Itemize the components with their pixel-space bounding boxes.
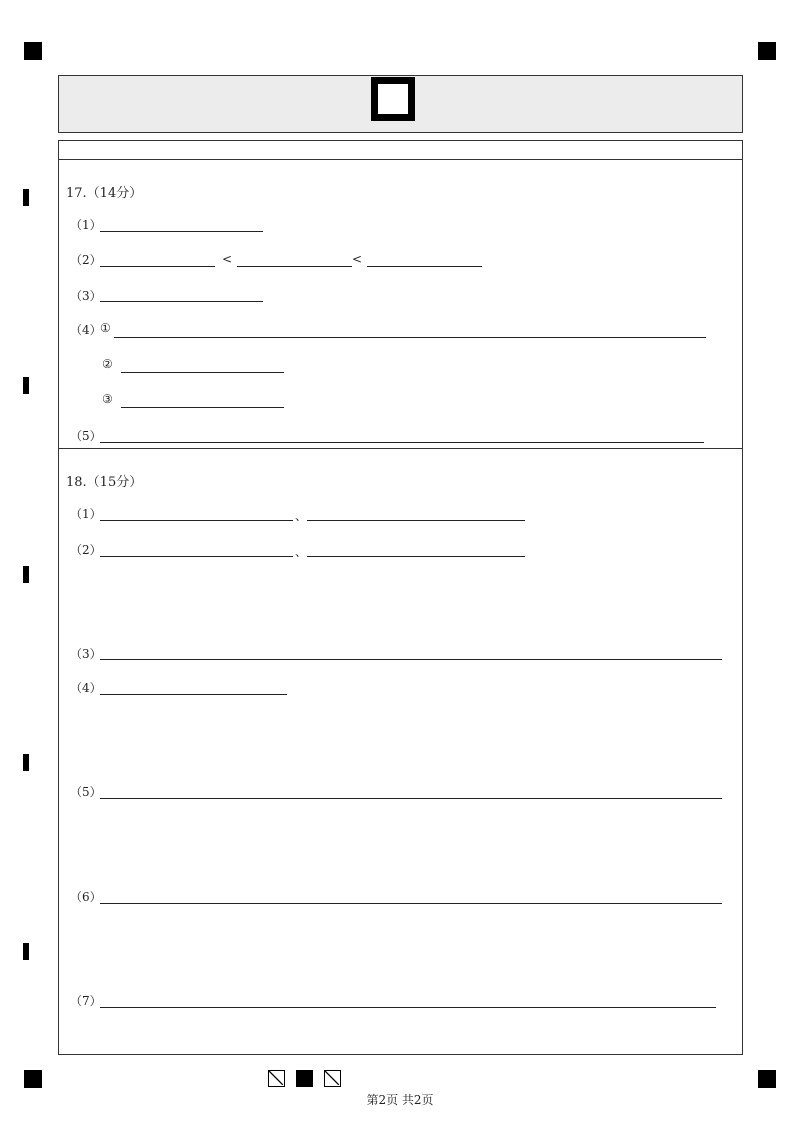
page-number: 第2页 共2页 [366,1093,434,1107]
filled-box-icon [296,1070,313,1087]
q17-answer-line-4-1[interactable] [114,337,706,338]
q17-answer-line-5[interactable] [100,442,704,443]
q17-answer-line-3[interactable] [100,301,263,302]
q17-sub-2-label: ② [102,357,113,371]
q18-answer-line-7[interactable] [100,1007,716,1008]
timing-mark [23,189,29,206]
q18-part-4-label: （4） [70,681,102,695]
question-18-title: 18.（15分） [66,475,143,490]
q17-answer-line-1[interactable] [100,231,263,232]
q17-sub-3-label: ③ [102,392,113,406]
question-17-box [58,159,743,449]
q17-part-4-label: （4） [70,323,102,337]
enumeration-comma: 、 [295,545,308,559]
q18-answer-line-5[interactable] [100,798,722,799]
q17-part-2-label: （2） [70,253,102,267]
q17-answer-line-2c[interactable] [367,266,482,267]
q17-part-3-label: （3） [70,289,102,303]
less-than-sign: < [352,252,363,266]
timing-mark [23,377,29,394]
corner-mark-top-left [24,42,42,60]
q18-answer-line-2a[interactable] [100,556,293,557]
q18-part-5-label: （5） [70,785,102,799]
timing-mark [23,566,29,583]
q17-part-1-label: （1） [70,218,102,232]
q18-answer-line-2b[interactable] [307,556,525,557]
q18-part-1-label: （1） [70,507,102,521]
q17-answer-line-2b[interactable] [237,266,352,267]
timing-mark [23,754,29,771]
crossed-box-icon [324,1070,341,1087]
question-17-title: 17.（14分） [66,186,143,201]
q18-answer-line-6[interactable] [100,903,722,904]
q17-answer-line-4-3[interactable] [121,407,284,408]
corner-mark-top-right [758,42,776,60]
q18-answer-line-1a[interactable] [100,520,293,521]
q18-part-6-label: （6） [70,890,102,904]
question-18-box [58,448,743,1055]
corner-mark-bottom-left [24,1070,42,1088]
less-than-sign: < [222,252,233,266]
q17-part-5-label: （5） [70,429,102,443]
q18-part-2-label: （2） [70,543,102,557]
q17-answer-line-4-2[interactable] [121,372,284,373]
q18-answer-line-1b[interactable] [307,520,525,521]
q17-sub-1-label: ① [100,321,111,335]
corner-mark-bottom-right [758,1070,776,1088]
crossed-box-icon [268,1070,285,1087]
header-square-symbol [371,77,415,121]
q17-answer-line-2a[interactable] [100,266,215,267]
header-strip [58,140,743,160]
q18-part-3-label: （3） [70,647,102,661]
q18-answer-line-3[interactable] [100,659,722,660]
q18-part-7-label: （7） [70,994,102,1008]
enumeration-comma: 、 [295,509,308,523]
q18-answer-line-4[interactable] [100,694,287,695]
timing-mark [23,943,29,960]
